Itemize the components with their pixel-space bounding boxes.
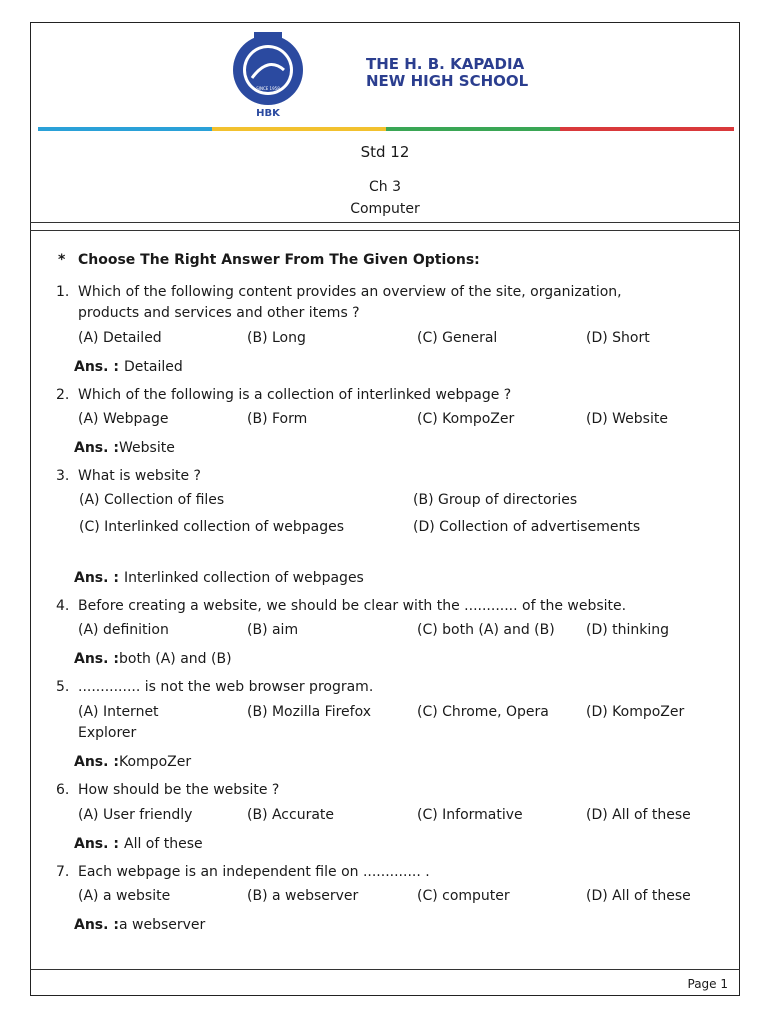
option-d: (D) All of these [586,807,691,823]
option-c: (C) General [417,330,498,346]
answer-label: Ans. : [74,570,119,586]
school-name [366,56,528,90]
option-a: (A) definition [78,622,169,638]
option-b: (B) a webserver [247,888,359,904]
answer-label: Ans. : [74,440,119,456]
school-name-line1: THE H. B. KAPADIA [366,55,525,73]
question-number: 6. [56,782,70,798]
answer-value: both (A) and (B) [119,651,232,667]
answer-label: Ans. : [74,359,119,375]
question-number: 3. [56,468,70,484]
answer-value: Website [119,440,175,456]
std-label: Std 12 [360,143,410,161]
answer-label: Ans. : [74,836,119,852]
option-c: (C) KompoZer [417,411,515,427]
option-c: (C) Chrome, Opera [417,704,549,720]
answer-value: Interlinked collection of webpages [124,570,364,586]
option-b: (B) Form [247,411,308,427]
color-bar-segment [560,127,734,131]
option-c: (C) both (A) and (B) [417,622,555,638]
section-bullet: * [58,252,66,268]
question-number: 2. [56,387,70,403]
question-text: .............. is not the web browser program. [78,679,374,695]
answer-label: Ans. : [74,754,119,770]
option-a: (A) User friendly [78,807,193,823]
option-d: (D) Short [586,330,650,346]
option-d: (D) All of these [586,888,691,904]
section-title: Choose The Right Answer From The Given Options: [78,252,480,268]
option-a-continued: Explorer [78,725,137,741]
subject-label: Computer [350,201,420,217]
option-b: (B) Mozilla Firefox [247,704,372,720]
page-number: Page 1 [687,977,728,991]
option-a: (A) Detailed [78,330,162,346]
option-a: (A) Webpage [78,411,169,427]
option-d: (D) thinking [586,622,670,638]
question-number: 5. [56,679,70,695]
option-c: (C) computer [417,888,510,904]
answer-value: a webserver [119,917,206,933]
option-b: (B) Accurate [247,807,335,823]
color-bar-segment [38,127,212,131]
school-logo [218,30,318,118]
footer-divider [30,969,740,970]
school-name-line2: NEW HIGH SCHOOL [366,72,529,90]
question-text: Each webpage is an independent file on ............. . [78,864,430,880]
answer-label: Ans. : [74,917,119,933]
option-a: (A) Collection of files [79,492,225,508]
chapter-label: Ch 3 [368,179,401,195]
question-number: 4. [56,598,70,614]
option-d: (D) Collection of advertisements [413,519,641,535]
logo-abbr: HBK [256,108,280,118]
logo-book [254,32,282,40]
answer-value: All of these [124,836,203,852]
option-b: (B) aim [247,622,299,638]
header-divider [30,222,740,223]
question-text: How should be the website ? [78,782,280,798]
question-text: What is website ? [78,468,201,484]
question-text: Which of the following is a collection of interlinked webpage ? [78,387,512,403]
answer-label: Ans. : [74,651,119,667]
option-b: (B) Long [247,330,306,346]
option-b: (B) Group of directories [413,492,578,508]
option-d: (D) KompoZer [586,704,685,720]
header-color-bar [38,127,734,131]
option-c: (C) Informative [417,807,523,823]
option-c: (C) Interlinked collection of webpages [79,519,344,535]
option-a: (A) a website [78,888,171,904]
question-text: Which of the following content provides an overview of the site, organization, [78,284,622,300]
logo-motto: SINCE 1958 [256,86,280,91]
question-number: 1. [56,284,70,300]
question-text: Before creating a website, we should be clear with the ............ of the website. [78,598,627,614]
question-number: 7. [56,864,70,880]
option-a: (A) Internet [78,704,159,720]
color-bar-segment [212,127,386,131]
question-text: products and services and other items ? [78,305,360,321]
answer-value: Detailed [124,359,183,375]
color-bar-segment [386,127,560,131]
answer-value: KompoZer [119,754,192,770]
header-divider [30,230,740,231]
option-d: (D) Website [586,411,668,427]
